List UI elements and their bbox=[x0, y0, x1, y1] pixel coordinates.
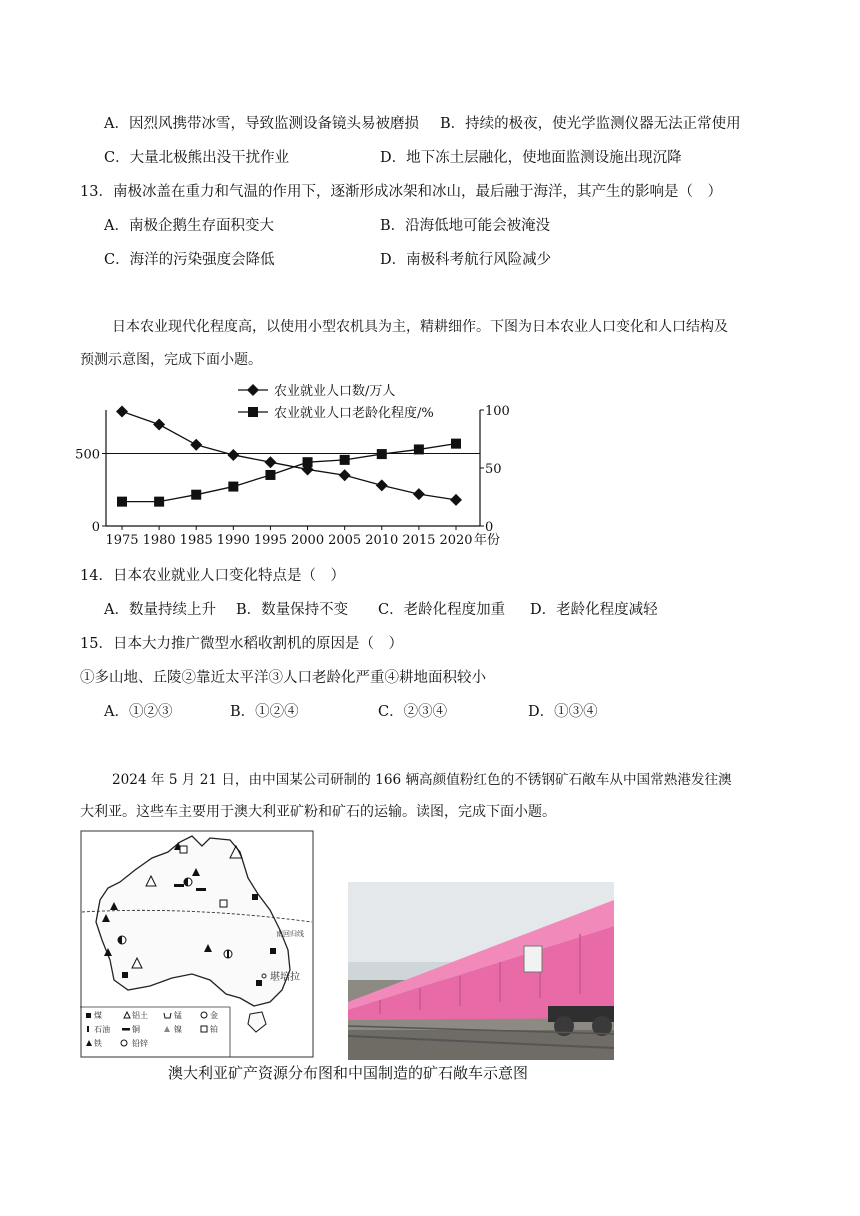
q14-option-d: D．老龄化程度减轻 bbox=[530, 602, 658, 618]
legend-leadzinc: 铅锌 bbox=[132, 1039, 148, 1048]
platinum-icon bbox=[180, 846, 187, 853]
left-tick-label: 500 bbox=[75, 447, 100, 463]
series-point-diamond bbox=[376, 479, 388, 491]
q12-option-d: D．地下冻土层融化，使地面监测设施出现沉降 bbox=[380, 150, 682, 166]
series-point-diamond bbox=[116, 405, 128, 417]
series-point-square bbox=[340, 455, 350, 465]
legend-marker-square bbox=[248, 407, 258, 417]
intro2-line2: 大利亚。这些车主要用于澳大利亚矿粉和矿石的运输。读图，完成下面小题。 bbox=[80, 804, 556, 820]
legend-label-1: 农业就业人口老龄化程度/% bbox=[274, 406, 434, 421]
intro1-line2: 预测示意图，完成下面小题。 bbox=[80, 352, 262, 368]
legend-coal: 煤 bbox=[94, 1011, 102, 1020]
coal-icon bbox=[270, 948, 276, 954]
q14-option-b: B．数量保持不变 bbox=[236, 602, 349, 618]
series-point-diamond bbox=[339, 469, 351, 481]
series-point-square bbox=[377, 449, 387, 459]
coal-icon bbox=[256, 980, 262, 986]
x-tick-label: 2020 bbox=[439, 533, 473, 548]
q13-option-a: A．南极企鹅生存面积变大 bbox=[104, 218, 274, 234]
q13-option-b: B．沿海低地可能会被淹没 bbox=[380, 218, 551, 234]
q15-option-a: A．①②③ bbox=[104, 704, 173, 720]
series-point-square bbox=[117, 497, 127, 507]
tropic-label: 南回归线 bbox=[276, 930, 304, 938]
series-point-square bbox=[191, 490, 201, 500]
agri-population-chart bbox=[75, 376, 520, 552]
legend-nickel: 镍 bbox=[174, 1025, 182, 1034]
figure2-caption: 澳大利亚矿产资源分布图和中国制造的矿石敞车示意图 bbox=[167, 1064, 528, 1082]
x-tick-label: 2015 bbox=[402, 533, 436, 548]
x-tick-label: 2000 bbox=[291, 533, 325, 548]
copper-icon bbox=[174, 884, 184, 887]
q12-option-c: C．大量北极熊出没干扰作业 bbox=[104, 150, 290, 166]
canberra-label: 堪培拉 bbox=[270, 972, 300, 983]
legend-copper: 铜 bbox=[132, 1025, 140, 1034]
leadzinc-icon-bar bbox=[227, 950, 229, 958]
x-tick-label: 1985 bbox=[179, 533, 213, 548]
legend-marker-diamond bbox=[247, 384, 259, 396]
q15-option-b: B．①②④ bbox=[230, 704, 299, 720]
legend-label-0: 农业就业人口数/万人 bbox=[274, 384, 396, 399]
q15-option-d: D．①③④ bbox=[528, 704, 598, 720]
series-point-square bbox=[265, 470, 275, 480]
legend-gold: 金 bbox=[210, 1011, 218, 1020]
right-tick-label: 50 bbox=[485, 462, 502, 477]
intro1-line1: 日本农业现代化程度高，以使用小型农机具为主，精耕细作。下图为日本农业人口变化和人口结构及 bbox=[112, 319, 728, 335]
series-point-square bbox=[228, 482, 238, 492]
x-tick-label: 1980 bbox=[142, 533, 176, 548]
left-tick-label: 0 bbox=[91, 520, 100, 535]
series-point-diamond bbox=[227, 449, 239, 461]
intro2-line1: 2024 年 5 月 21 日，由中国某公司研制的 166 辆高颜值粉红色的不锈钢矿石敞车从中国常熟港发往澳 bbox=[112, 772, 732, 788]
series-point-square bbox=[414, 444, 424, 454]
series-point-diamond bbox=[413, 488, 425, 500]
figure-australia bbox=[80, 830, 616, 1090]
q14-option-c: C．老龄化程度加重 bbox=[378, 602, 506, 618]
coal-icon bbox=[122, 972, 128, 978]
series-point-diamond bbox=[264, 456, 276, 468]
q15-stem: 15．日本大力推广微型水稻收割机的原因是（ ） bbox=[80, 636, 403, 652]
x-tick-label: 2010 bbox=[365, 533, 399, 548]
q12-option-b: B．持续的极夜，使光学监测仪器无法正常使用 bbox=[440, 116, 741, 132]
q15-option-c: C．②③④ bbox=[378, 704, 448, 720]
x-tick-label: 1975 bbox=[105, 533, 139, 548]
q12-option-a: A．因烈风携带冰雪，导致监测设备镜头易被磨损 bbox=[104, 116, 419, 132]
copper-icon bbox=[196, 888, 206, 891]
q13-option-c: C．海洋的污染强度会降低 bbox=[104, 252, 275, 268]
series-point-square bbox=[451, 439, 461, 449]
x-axis-label: 年份 bbox=[474, 533, 501, 548]
legend-platinum: 铂 bbox=[210, 1025, 218, 1034]
ore-wagon-photo bbox=[348, 882, 614, 1060]
x-tick-label: 1995 bbox=[253, 533, 287, 548]
australia-map bbox=[80, 831, 313, 1057]
series-point-square bbox=[154, 497, 164, 507]
series-line-1 bbox=[122, 444, 456, 502]
legend-manganese: 锰 bbox=[174, 1011, 182, 1020]
coal-icon bbox=[252, 894, 258, 900]
series-point-diamond bbox=[153, 419, 165, 431]
series-point-diamond bbox=[190, 439, 202, 451]
q13-stem: 13．南极冰盖在重力和气温的作用下，逐渐形成冰架和冰山，最后融于海洋，其产生的影响是（ ） bbox=[80, 184, 722, 200]
q13-option-d: D．南极科考航行风险减少 bbox=[380, 252, 552, 268]
right-tick-label: 0 bbox=[485, 520, 494, 535]
series-point-square bbox=[303, 457, 313, 467]
x-tick-label: 1990 bbox=[216, 533, 250, 548]
figure-australia-svg bbox=[80, 830, 616, 1062]
chart-svg bbox=[75, 376, 520, 552]
q14-option-a: A．数量持续上升 bbox=[104, 602, 216, 618]
series-point-diamond bbox=[450, 494, 462, 506]
platinum-icon bbox=[220, 900, 227, 907]
series-line-0 bbox=[122, 411, 456, 499]
legend-iron: 铁 bbox=[94, 1039, 102, 1048]
q14-stem: 14．日本农业就业人口变化特点是（ ） bbox=[80, 568, 345, 584]
legend-bauxite: 铝土 bbox=[132, 1011, 148, 1020]
q15-items: ①多山地、丘陵②靠近太平洋③人口老龄化严重④耕地面积较小 bbox=[80, 670, 486, 686]
x-tick-label: 2005 bbox=[328, 533, 362, 548]
right-tick-label: 100 bbox=[485, 404, 510, 419]
legend-oil: 石油 bbox=[94, 1025, 110, 1034]
